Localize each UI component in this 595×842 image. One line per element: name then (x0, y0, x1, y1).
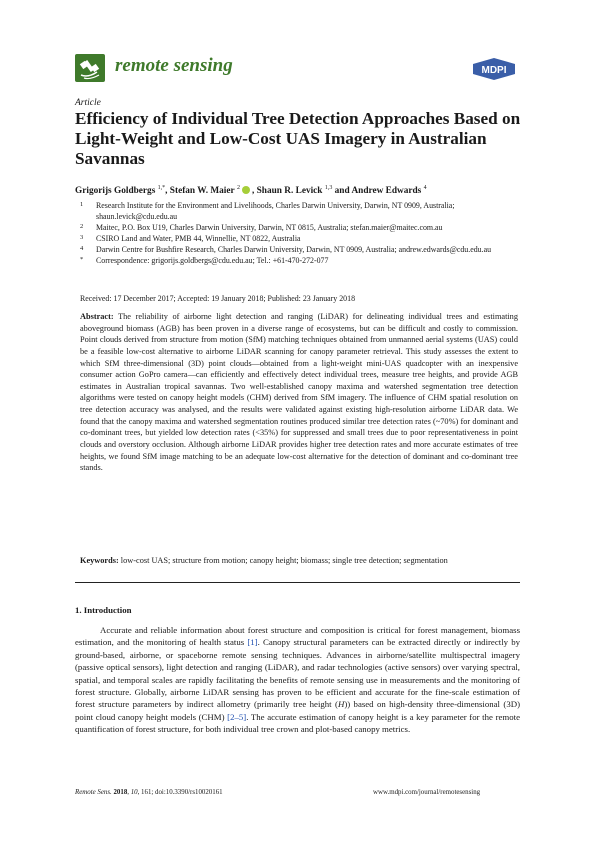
citation-link[interactable]: [2–5] (227, 711, 247, 722)
journal-name: remote sensing (115, 55, 233, 76)
svg-text:MDPI: MDPI (481, 65, 507, 76)
author-name: Andrew Edwards (351, 186, 422, 197)
mdpi-logo-icon (473, 58, 515, 80)
author-name: Grigorijs Goldbergs (75, 186, 156, 197)
abstract-label: Abstract: (80, 312, 114, 321)
abstract (80, 311, 518, 474)
journal-logo-icon (75, 54, 105, 82)
author-list: Grigorijs Goldbergs $^{1,*}$, Stefan W. Maier $^2$ , Shaun R. Levick $^{1,3}$ and Andrew Edwards $^4$ (75, 185, 427, 197)
footer-url[interactable]: www.mdpi.com/journal/remotesensing (373, 789, 481, 796)
keywords (80, 556, 520, 565)
intro-paragraph: Accurate and reliable information about forest structure and composition is critical for forest management, biomass estimation, and the monitoring of health status [1]. Canopy structural parameters can be extracted directly or indirectly by ground-based, airborne, or spaceborne remote sensing techniques. Advances in airborne/satellite multispectral imagery (passive optical sensors), light detection and ranging (LiDAR), and radar technologies (active sensors) over varying spectral, spatial, and temporal scales are rapidly facilitating the benefits of remote sensing use in measurements and the monitoring of forest structure. Globally, airborne LiDAR sensing has proven to be efficient and accurate for the fine-scale estimation of forest structure parameters by indirect allometry (primarily tree height (H)) based on high-density three-dimensional (3D) point cloud canopy height models (CHM) [2–5]. The accurate estimation of canopy height is a key parameter for the remote quantification of forest structure, for both individual tree crown and plot-based canopy metrics. (75, 625, 520, 735)
article-type: Article (75, 98, 101, 108)
keywords-label: Keywords: (80, 556, 119, 565)
affiliation: 2 Maitec, P.O. Box U19, Charles Darwin University, Darwin, NT 0815, Australia; stefan.maier@maitec.com.au (80, 223, 443, 232)
citation-link[interactable]: [1] (247, 637, 258, 648)
affiliation: 1 Research Institute for the Environment and Livelihoods, Charles Darwin University, Darwin, NT 0909, Australia; shaun.levick@cdu.edu.au (80, 201, 455, 221)
author-name: Stefan W. Maier (169, 186, 235, 197)
affiliation: 4 Darwin Centre for Bushfire Research, Charles Darwin University, Darwin, NT 0909, Australia; andrew.edwards@cdu.edu.au (80, 245, 492, 254)
section-heading: 1. Introduction (75, 605, 132, 615)
orcid-icon[interactable] (242, 186, 250, 194)
affiliation-list (80, 200, 525, 266)
article-title: Efficiency of Individual Tree Detection Approaches Based on Light-Weight and Low-Cost UAS Imagery in Australian Savannas (75, 109, 521, 168)
publication-dates: Received: 17 December 2017; Accepted: 19 January 2018; Published: 23 January 2018 (80, 294, 356, 303)
divider (75, 582, 520, 583)
correspondence: * Correspondence: grigorijs.goldbergs@cdu.edu.au; Tel.: +61-470-272-077 (80, 256, 329, 265)
author-name: Shaun R. Levick (256, 186, 323, 197)
affiliation: 3 CSIRO Land and Water, PMB 44, Winnellie, NT 0822, Australia (80, 234, 301, 243)
footer-citation: Remote Sens. 2018, 10, 161; doi:10.3390/rs10020161 (75, 789, 223, 796)
abstract-text: The reliability of airborne light detection and ranging (LiDAR) for delineating individual trees and estimating aboveground biomass (AGB) has been proven in a diverse range of ecosystems, but can be difficult and costly to commission. Point clouds derived from structure from motion (SfM) matching techniques obtained from unmanned aerial systems (UAS) could be a feasible low-cost alternative to airborne LiDAR scanning for canopy parameter retrieval. This study assesses the extent to which SfM three-dimensional (3D) point clouds—obtained from a light-weight mini-UAS quadcopter with an inexpensive consumer action GoPro camera—can efficiently and effectively detect individual trees, measure tree heights, and provide AGB estimates in Australian tropical savannas. Two well-established canopy maxima and watershed segmentation tree detection algorithms were tested on canopy height models (CHM) derived from SfM imagery. The influence of CHM spatial resolution on tree detection accuracy was analysed, and the results were validated against existing high-resolution airborne LiDAR data. We found that the canopy maxima and watershed segmentation routines produced similar tree detection rates (~70%) for dominant and co-dominant trees, but yielded low detection rates (<35%) for suppressed and small trees due to poor representativeness in point clouds and overstory occlusion. Although airborne LiDAR provides higher tree detection rates and more accurate estimates of tree heights, we found SfM image matching to be an adequate low-cost alternative for the detection of dominant and co-dominant tree stands. (80, 312, 518, 473)
keywords-text: low-cost UAS; structure from motion; canopy height; biomass; single tree detection; segmentation (120, 556, 448, 565)
